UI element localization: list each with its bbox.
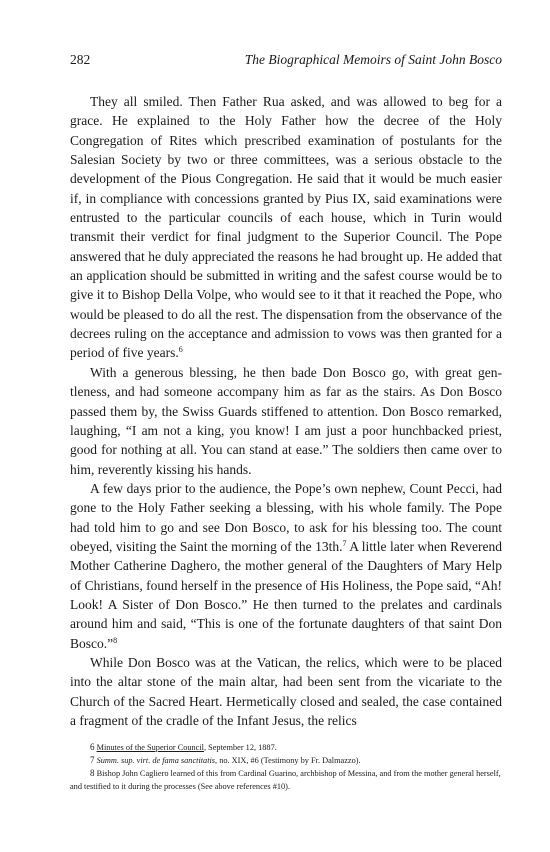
paragraph <box>70 479 502 653</box>
footnote <box>70 754 502 767</box>
footnote <box>70 741 502 754</box>
footnote-text: , September 12, 1887. <box>203 743 277 752</box>
paragraph <box>70 92 502 363</box>
paragraph <box>70 363 502 479</box>
footnote-text: Bishop John Cagliero learned of this from Cardinal Guarino, archbishop of Messina, and from the mother general herself, and testified to it during the processes (See above references #10). <box>70 769 501 791</box>
footnote <box>70 767 502 792</box>
footnote-mark: 6 <box>90 742 95 752</box>
paragraph <box>70 653 502 730</box>
footnote-source-title: Summ. sup. virt. de fama sanctitatis <box>96 756 216 766</box>
footnotes <box>70 741 502 793</box>
footnote-mark: 8 <box>90 768 95 779</box>
footnote-source-title: Minutes of the Superior Council <box>96 743 204 752</box>
paragraph-text: They all smiled. Then Father Rua asked, and was allowed to beg for a grace. He explained to the Holy Father how the decree of the Holy Congregation of Rites which prescribed examination of postulants for the Salesian Society by two or three committees, was a serious obstacle to the development of the Pious Congregation. He said that it would be much easier if, in compliance with concessions granted by Pius IX, said examinations were entrusted to the particular councils of each house, which in Turin would transmit their verdict for final judgment to the Superior Council. The Pope answered that he duly appreciated the reasons he had brought up. He added that an application should be submitted in writing and the safest course would be to give it to Bishop Della Volpe, who would see to it that it reached the Pope, who would be pleased to do all the rest. The dispensation from the observance of the decrees ruling on the acceptance and admission to vows was then granted for a period of five years. <box>70 94 502 361</box>
footnote-reference: 6 <box>178 345 183 355</box>
footnote-text: , no. XIX, #6 (Testimony by Fr. Dalmazzo). <box>215 756 361 766</box>
running-title: The Biographical Memoirs of Saint John Bosco <box>244 52 502 67</box>
paragraph-text: A few days prior to the audience, the Pope’s own nephew, Count Pecci, had gone to the Holy Father seeking a blessing, with his whole family. The Pope had told him to go and see Don Bosco, to ask for his blessing too. The count obeyed, visiting the Saint the morning of the 13th. <box>70 480 502 554</box>
body-text <box>70 92 502 730</box>
paragraph-text: With a generous blessing, he then bade Don Bosco go, with great gentleness, and had someone accompany him as far as the stairs. As Don Bosco passed them by, the Swiss Guards stiffened to attention. Don Bosco remarked, laughing, “I am not a king, you know! I am just a poor hunchbacked priest, good for nothing at all. You can stand at ease.” The soldiers then came over to him, reverently kissing his hands. <box>70 364 502 477</box>
paragraph-text: While Don Bosco was at the Vatican, the relics, which were to be placed into the altar stone of the main altar, had been sent from the vicariate to the Church of the Sacred Heart. Hermetically closed and sealed, the case contained a fragment of the cradle of the Infant Jesus, the relics <box>70 654 502 728</box>
footnote-reference: 8 <box>113 635 118 645</box>
footnote-reference: 7 <box>342 538 347 548</box>
page-number: 282 <box>70 52 91 67</box>
paragraph-text: A little later when Reverend Mother Catherine Daghero, the mother general of the Daughters of Mary Help of Christians, found herself in the presence of His Holiness, the Pope said, “Ah! Look! A Sister of Don Bosco.” He then turned to the prelates and cardinals around him and said, “This is one of the fortunate daughters of that saint Don Bosco.” <box>70 538 502 651</box>
footnote-mark: 7 <box>90 755 95 766</box>
